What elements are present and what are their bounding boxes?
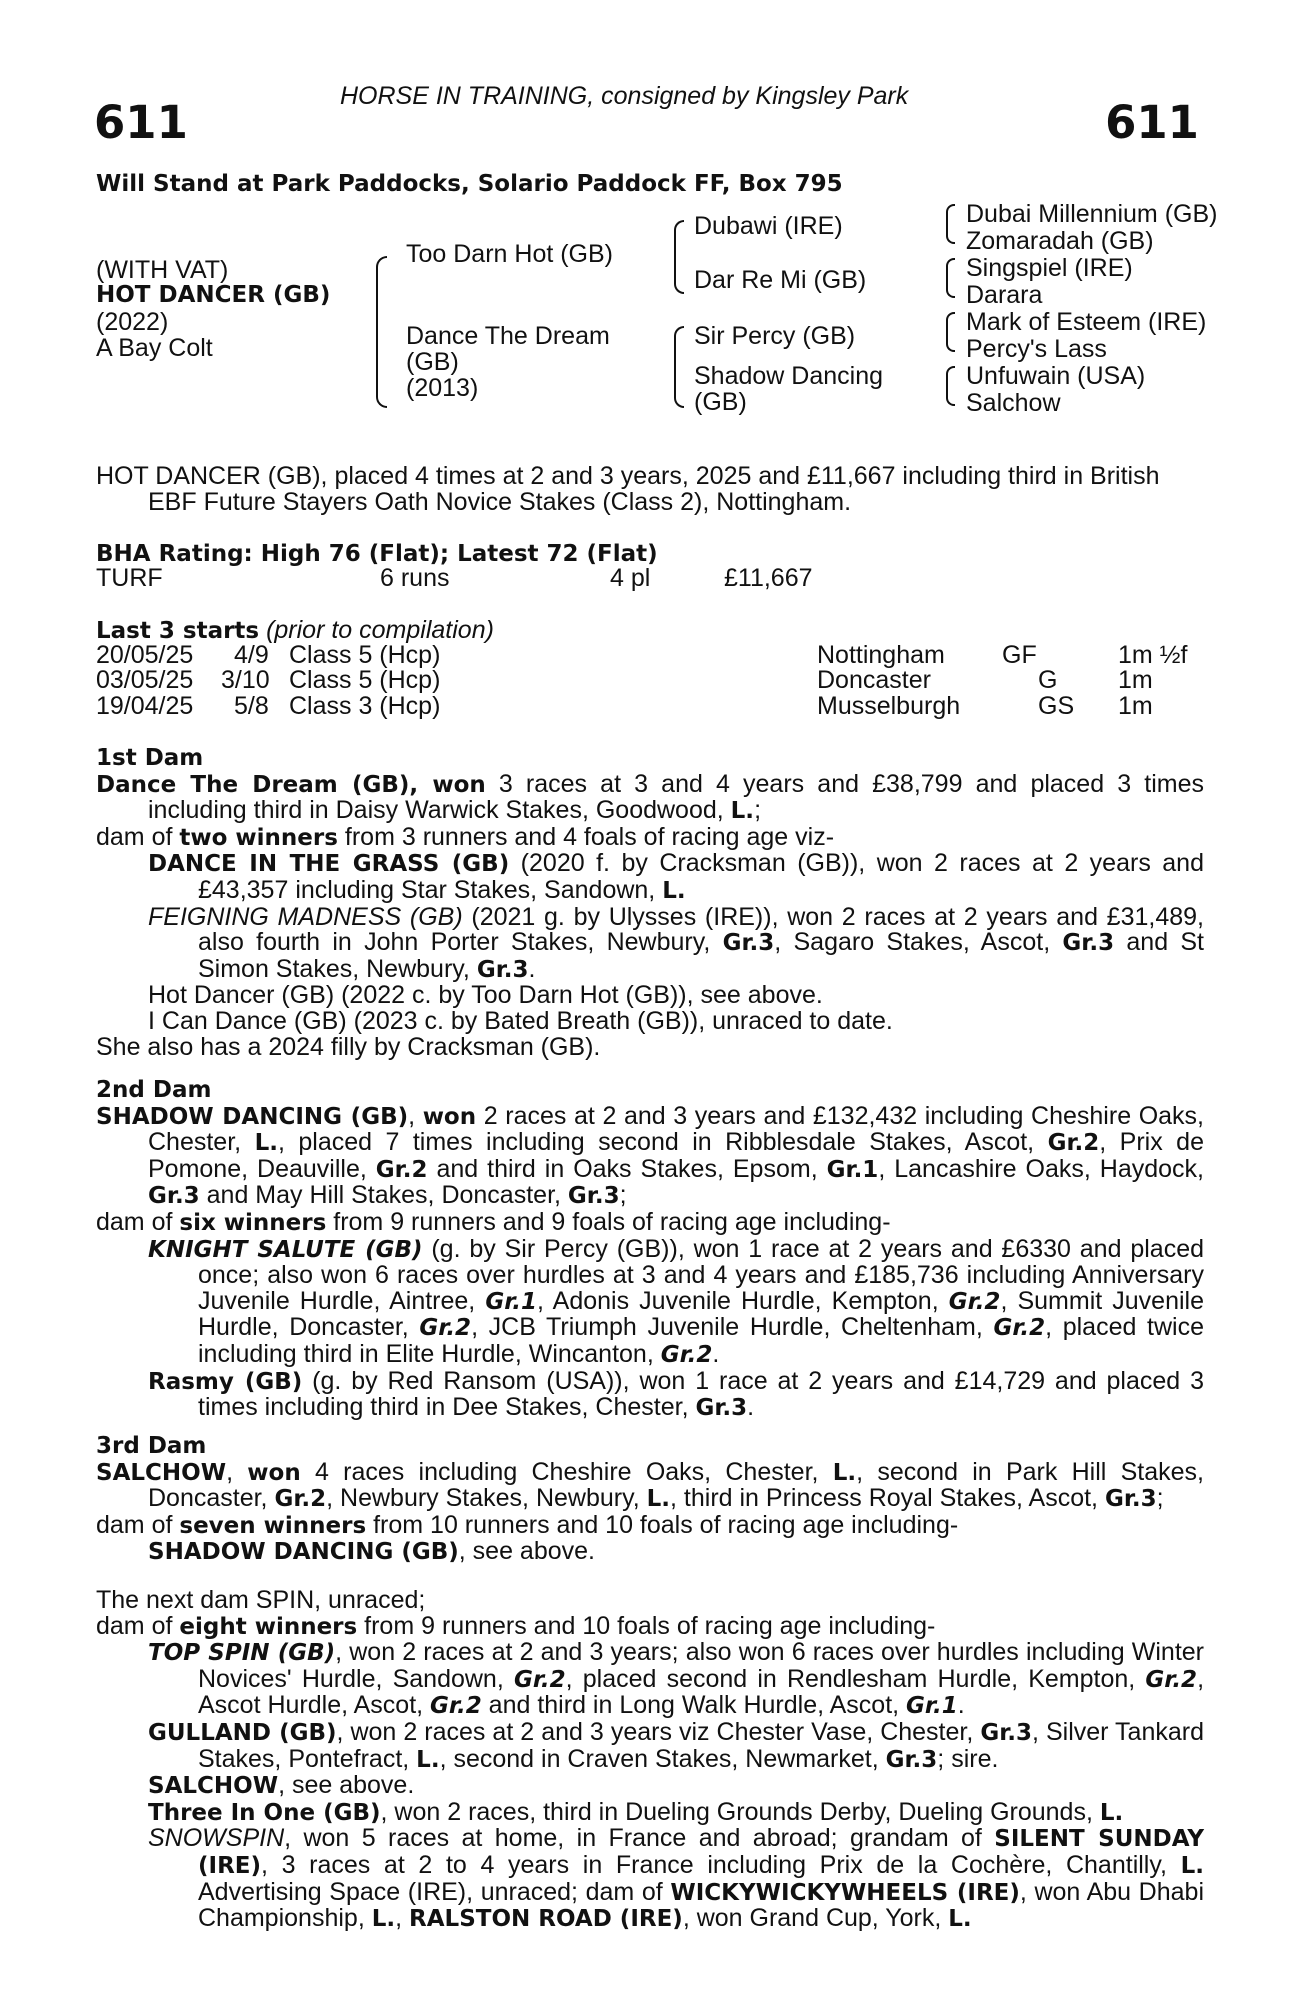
produce-entry: Three In One (GB), won 2 races, third in Dueling Grounds Derby, Dueling Grounds, L. [148,1797,1124,1826]
last-starts-note: (prior to compilation) [266,616,494,644]
start-going: GS [1038,692,1075,720]
pedigree-brace-main [376,256,387,408]
start-going: G [1038,666,1058,694]
third-dam-record: SALCHOW, won 4 races including Cheshire Oaks, Chester, L., second in Park Hill Stakes, Doncaster, Gr.2, Newbury Stakes, Newbury, L., third in Princess Royal Stakes, Ascot, Gr.3; [96,1457,1204,1513]
stand-location: Will Stand at Park Paddocks, Solario Paddock FF, Box 795 [96,171,843,197]
start-class: Class 5 (Hcp) [289,641,441,669]
first-dam-note: She also has a 2024 filly by Cracksman (GB). [96,1032,601,1061]
vat-label: (WITH VAT) [96,256,229,284]
pedigree-brace-3d [946,366,955,406]
start-course: Doncaster [817,666,931,694]
produce-entry: SHADOW DANCING (GB), see above. [148,1537,595,1566]
produce-entry: Rasmy (GB) (g. by Red Ransom (USA)), won 1 race at 2 years and £14,729 and placed 3 times including third in Dee Stakes, Chester, Gr.3. [148,1366,1204,1422]
start-class: Class 3 (Hcp) [289,692,441,720]
pedigree-dam-year: (2013) [406,374,479,402]
pedigree-sire-sire: Dubawi (IRE) [694,212,843,240]
start-date: 19/04/25 [96,692,194,720]
next-dam-produce-summary: dam of eight winners from 9 runners and 10 foals of racing age including- [96,1611,936,1640]
start-class: Class 5 (Hcp) [289,666,441,694]
pedigree-sdd: Darara [966,281,1043,309]
start-distance: 1m [1118,666,1153,694]
produce-entry: Hot Dancer (GB) (2022 c. by Too Darn Hot (GB)), see above. [148,981,823,1010]
start-position: 4/9 [234,641,269,669]
produce-entry: I Can Dance (GB) (2023 c. by Bated Breath (GB)), unraced to date. [148,1006,893,1035]
lot-number-left: 611 [94,96,188,149]
produce-entry: TOP SPIN (GB), won 2 races at 2 and 3 years; also won 6 races over hurdles including Winter Novices' Hurdle, Sandown, Gr.2, placed second in Rendlesham Hurdle, Kempton, Gr.2, Ascot Hurdle, Ascot, Gr.2 and third in Long Walk Hurdle, Ascot, Gr.1. [148,1638,1205,1720]
rating-placed: 4 pl [610,564,651,592]
second-dam-heading: 2nd Dam [96,1077,212,1103]
start-course: Musselburgh [817,692,961,720]
first-dam-produce-summary: dam of two winners from 3 runners and 4 foals of racing age viz- [96,822,835,851]
pedigree-dam-dam: Shadow Dancing [694,362,884,390]
second-dam-produce-summary: dam of six winners from 9 runners and 9 foals of racing age including- [96,1207,891,1236]
pedigree-dss: Mark of Esteem (IRE) [966,308,1207,336]
third-dam-section [96,1434,1204,1566]
pedigree-sss: Dubai Millennium (GB) [966,200,1218,228]
summary-line-2: EBF Future Stayers Oath Novice Stakes (Class 2), Nottingham. [148,488,852,516]
start-date: 03/05/25 [96,666,194,694]
pedigree-brace-3b [946,258,955,298]
first-dam-section [96,746,1204,1060]
pedigree-dam-origin: (GB) [406,348,459,376]
pedigree-dds: Unfuwain (USA) [966,362,1146,390]
pedigree-dam-sire: Sir Percy (GB) [694,322,856,350]
start-going: GF [1002,641,1037,669]
pedigree-brace-3c [946,312,955,352]
start-distance: 1m [1118,692,1153,720]
foaling-year: (2022) [96,308,169,336]
horse-description: A Bay Colt [96,334,213,362]
rating-runs: 6 runs [380,564,450,592]
start-course: Nottingham [817,641,945,669]
pedigree-brace-sire [674,220,684,294]
start-date: 20/05/25 [96,641,194,669]
pedigree-brace-dam [674,326,684,408]
start-position: 5/8 [234,692,269,720]
last-starts-title: Last 3 starts [96,618,260,644]
summary-line-1: HOT DANCER (GB), placed 4 times at 2 and 3 years, 2025 and £11,667 including third in British [96,462,1160,490]
won-label: won [432,771,486,798]
rating-earnings: £11,667 [724,564,813,592]
produce-entry: KNIGHT SALUTE (GB) (g. by Sir Percy (GB)), won 1 race at 2 years and £6330 and placed once; also won 6 races over hurdles at 3 and 4 years and £185,736 including Anniversary Juvenile Hurdle, Aintree, Gr.1, Adonis Juvenile Hurdle, Kempton, Gr.2, Summit Juvenile Hurdle, Doncaster, Gr.2, JCB Triumph Juvenile Hurdle, Cheltenham, Gr.2, placed twice including third in Elite Hurdle, Wincanton, Gr.2. [148,1234,1204,1368]
second-dam-record: SHADOW DANCING (GB), won 2 races at 2 and 3 years and £132,432 including Cheshire Oaks, Chester, L., placed 7 times including second in Ribblesdale Stakes, Ascot, Gr.2, Prix de Pomone, Deauville, Gr.2 and third in Oaks Stakes, Epsom, Gr.1, Lancashire Oaks, Haydock, Gr.3 and May Hill Stakes, Doncaster, Gr.3; [96,1101,1205,1210]
pedigree-sire: Too Darn Hot (GB) [406,240,614,268]
pedigree-dam-dam-origin: (GB) [694,388,747,416]
third-dam-produce-summary: dam of seven winners from 10 runners and 10 foals of racing age including- [96,1510,959,1539]
rating-surface: TURF [96,564,163,592]
start-distance: 1m ½f [1118,641,1188,669]
pedigree-ssd: Zomaradah (GB) [966,227,1154,255]
pedigree-brace-3a [946,204,955,244]
produce-entry: GULLAND (GB), won 2 races at 2 and 3 years viz Chester Vase, Chester, Gr.3, Silver Tankard Stakes, Pontefract, L., second in Craven Stakes, Newmarket, Gr.3; sire. [148,1717,1204,1773]
third-dam-heading: 3rd Dam [96,1433,207,1459]
start-position: 3/10 [221,666,270,694]
produce-entry: DANCE IN THE GRASS (GB) (2020 f. by Cracksman (GB)), won 2 races at 2 years and £43,357 including Star Stakes, Sandown, L. [148,849,1204,904]
second-dam-section [96,1078,1204,1422]
produce-entry: SNOWSPIN, won 5 races at home, in France and abroad; grandam of SILENT SUNDAY (IRE), 3 races at 2 to 4 years in France including Prix de la Cochère, Chantilly, L. Advertising Space (IRE), unraced; dam of WICKYWICKYWHEELS (IRE), won Abu Dhabi Championship, L., RALSTON ROAD (IRE), won Grand Cup, York, L. [148,1824,1204,1933]
pedigree-dam: Dance The Dream [406,322,610,350]
lot-number-right: 611 [1105,96,1199,149]
pedigree-dsd: Percy's Lass [966,335,1107,363]
pedigree-sire-dam: Dar Re Mi (GB) [694,266,867,294]
first-dam-record: Dance The Dream (GB), won 3 races at 3 and 4 years and £38,799 and placed 3 times including third in Daisy Warwick Stakes, Goodwood, L.; [96,769,1204,825]
pedigree-sds: Singspiel (IRE) [966,254,1133,282]
consignment-line: HORSE IN TRAINING, consigned by Kingsley Park [340,82,909,110]
produce-entry: FEIGNING MADNESS (GB) (2021 g. by Ulysses (IRE)), won 2 races at 2 years and £31,489, also fourth in John Porter Stakes, Newbury, Gr.3, Sagaro Stakes, Ascot, Gr.3 and St Simon Stakes, Newbury, Gr.3. [148,902,1204,983]
dam-name: Dance The Dream (GB) [96,771,410,798]
pedigree-ddd: Salchow [966,389,1061,417]
produce-entry: SALCHOW, see above. [148,1771,415,1800]
bha-rating: BHA Rating: High 76 (Flat); Latest 72 (Flat) [96,541,658,567]
horse-name: HOT DANCER (GB) [96,282,331,308]
next-dam-intro: The next dam SPIN, unraced; [96,1586,426,1614]
next-dam-section [96,1588,1204,1933]
first-dam-heading: 1st Dam [96,745,204,771]
